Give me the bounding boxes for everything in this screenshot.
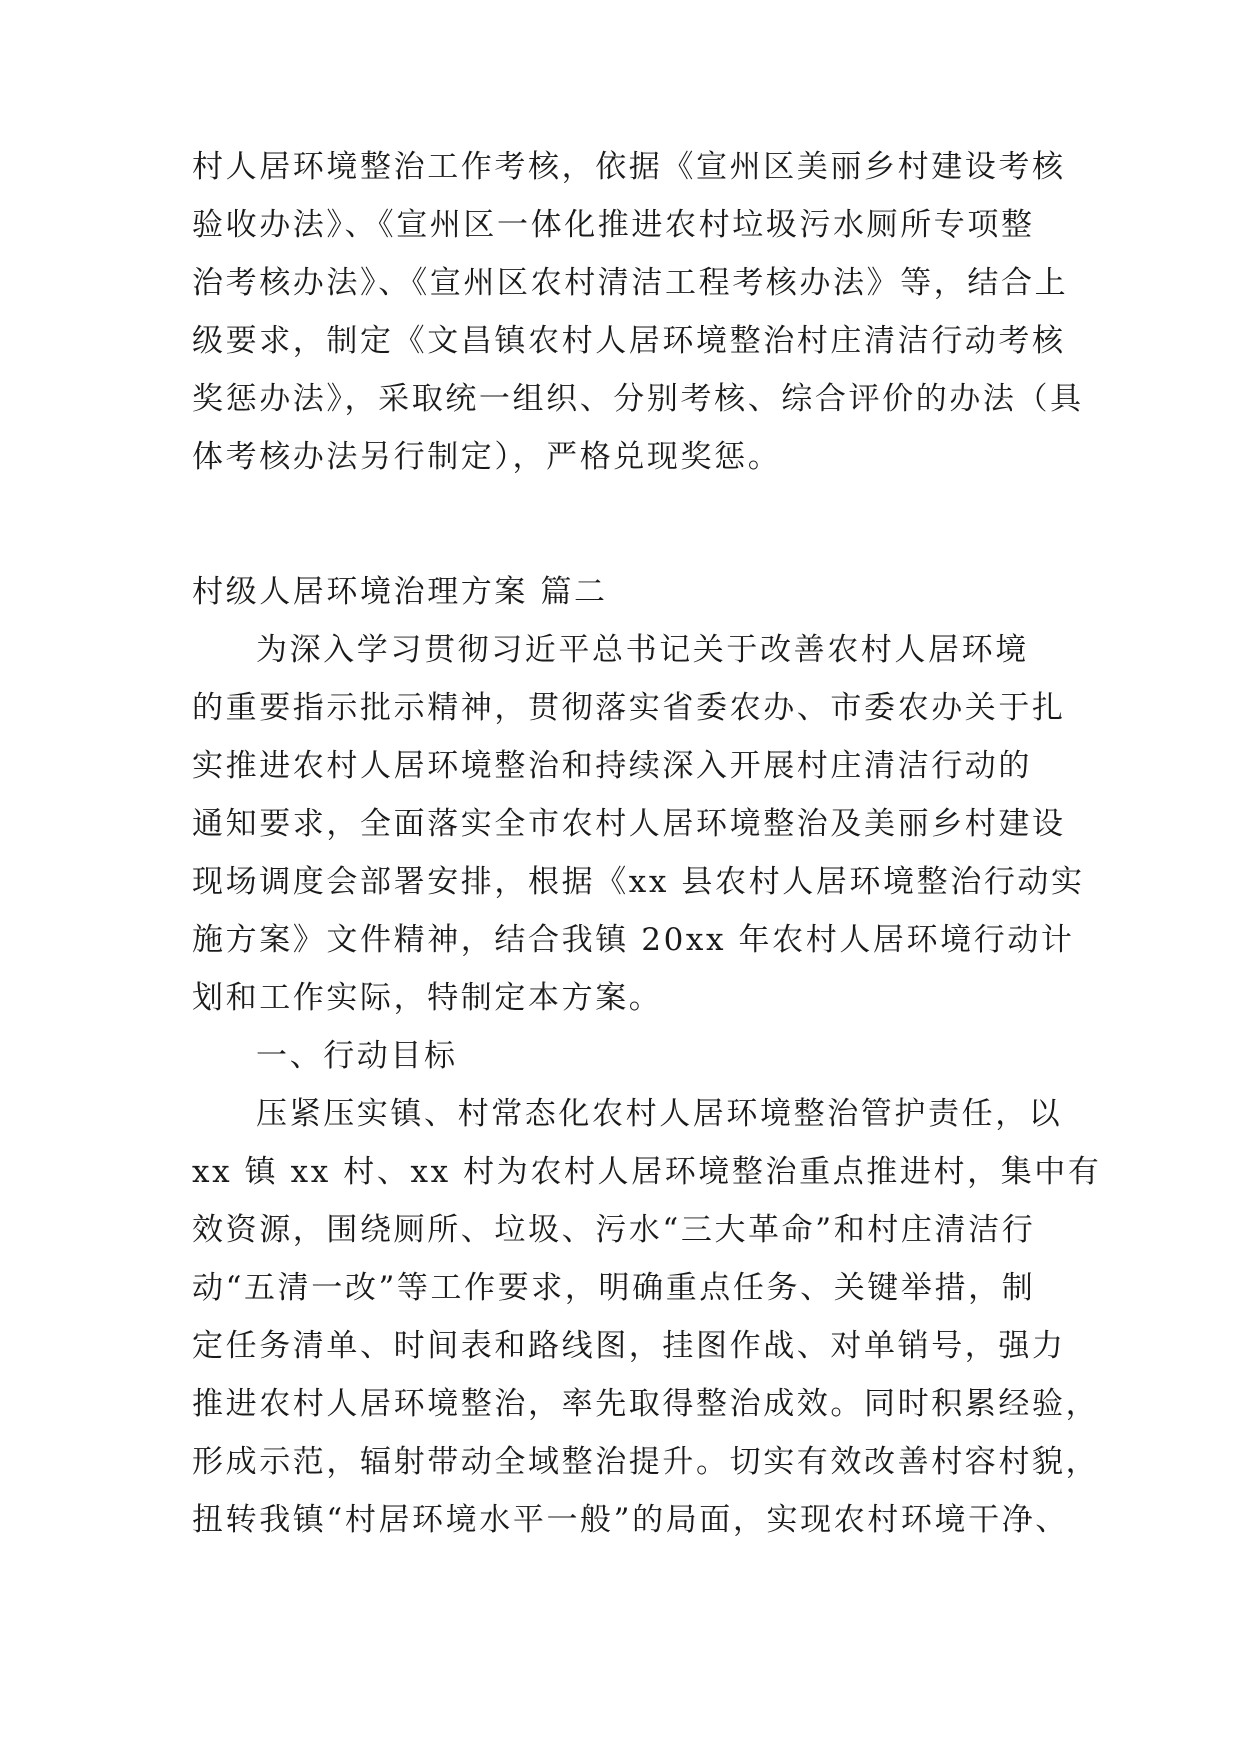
text-line: 治考核办法》、《宣州区农村清洁工程考核办法》等，结合上: [192, 265, 1069, 301]
text-line: 压紧压实镇、村常态化农村人居环境整治管护责任，以: [256, 1096, 1063, 1132]
text-line: 现场调度会部署安排，根据《xx 县农村人居环境整治行动实: [192, 864, 1085, 900]
text-line: 级要求，制定《文昌镇农村人居环境整治村庄清洁行动考核: [192, 323, 1066, 359]
text-line: 形成示范，辐射带动全域整治提升。切实有效改善村容村貌，: [192, 1444, 1100, 1480]
text-line: 奖惩办法》，采取统一组织、分别考核、综合评价的办法（具: [192, 381, 1084, 417]
text-line: 划和工作实际，特制定本方案。: [192, 980, 663, 1016]
text-line: 扭转我镇“村居环境水平一般”的局面，实现农村环境干净、: [192, 1502, 1069, 1538]
text-line: 实推进农村人居环境整治和持续深入开展村庄清洁行动的: [192, 748, 1032, 784]
section-title: 村级人居环境治理方案 篇二: [192, 574, 608, 610]
text-line: 动“五清一改”等工作要求，明确重点任务、关键举措，制: [192, 1270, 1036, 1306]
text-line: 验收办法》、《宣州区一体化推进农村垃圾污水厕所专项整: [192, 207, 1035, 243]
text-line: 为深入学习贯彻习近平总书记关于改善农村人居环境: [256, 632, 1029, 668]
text-line: 施方案》文件精神，结合我镇 20xx 年农村人居环境行动计: [192, 922, 1075, 958]
text-line: 通知要求，全面落实全市农村人居环境整治及美丽乡村建设: [192, 806, 1066, 842]
text-line: 村人居环境整治工作考核，依据《宣州区美丽乡村建设考核: [192, 149, 1066, 185]
text-line: 定任务清单、时间表和路线图，挂图作战、对单销号，强力: [192, 1328, 1066, 1364]
text-line: 效资源，围绕厕所、垃圾、污水“三大革命”和村庄清洁行: [192, 1212, 1036, 1248]
text-line: xx 镇 xx 村、xx 村为农村人居环境整治重点推进村，集中有: [192, 1154, 1102, 1190]
text-line: 体考核办法另行制定），严格兑现奖惩。: [192, 439, 782, 475]
text-line: 推进农村人居环境整治，率先取得整治成效。同时积累经验，: [192, 1386, 1100, 1422]
text-line: 的重要指示批示精神，贯彻落实省委农办、市委农办关于扎: [192, 690, 1066, 726]
document-body: [192, 0, 1102, 1754]
heading-action-goal: 一、行动目标: [256, 1038, 458, 1074]
